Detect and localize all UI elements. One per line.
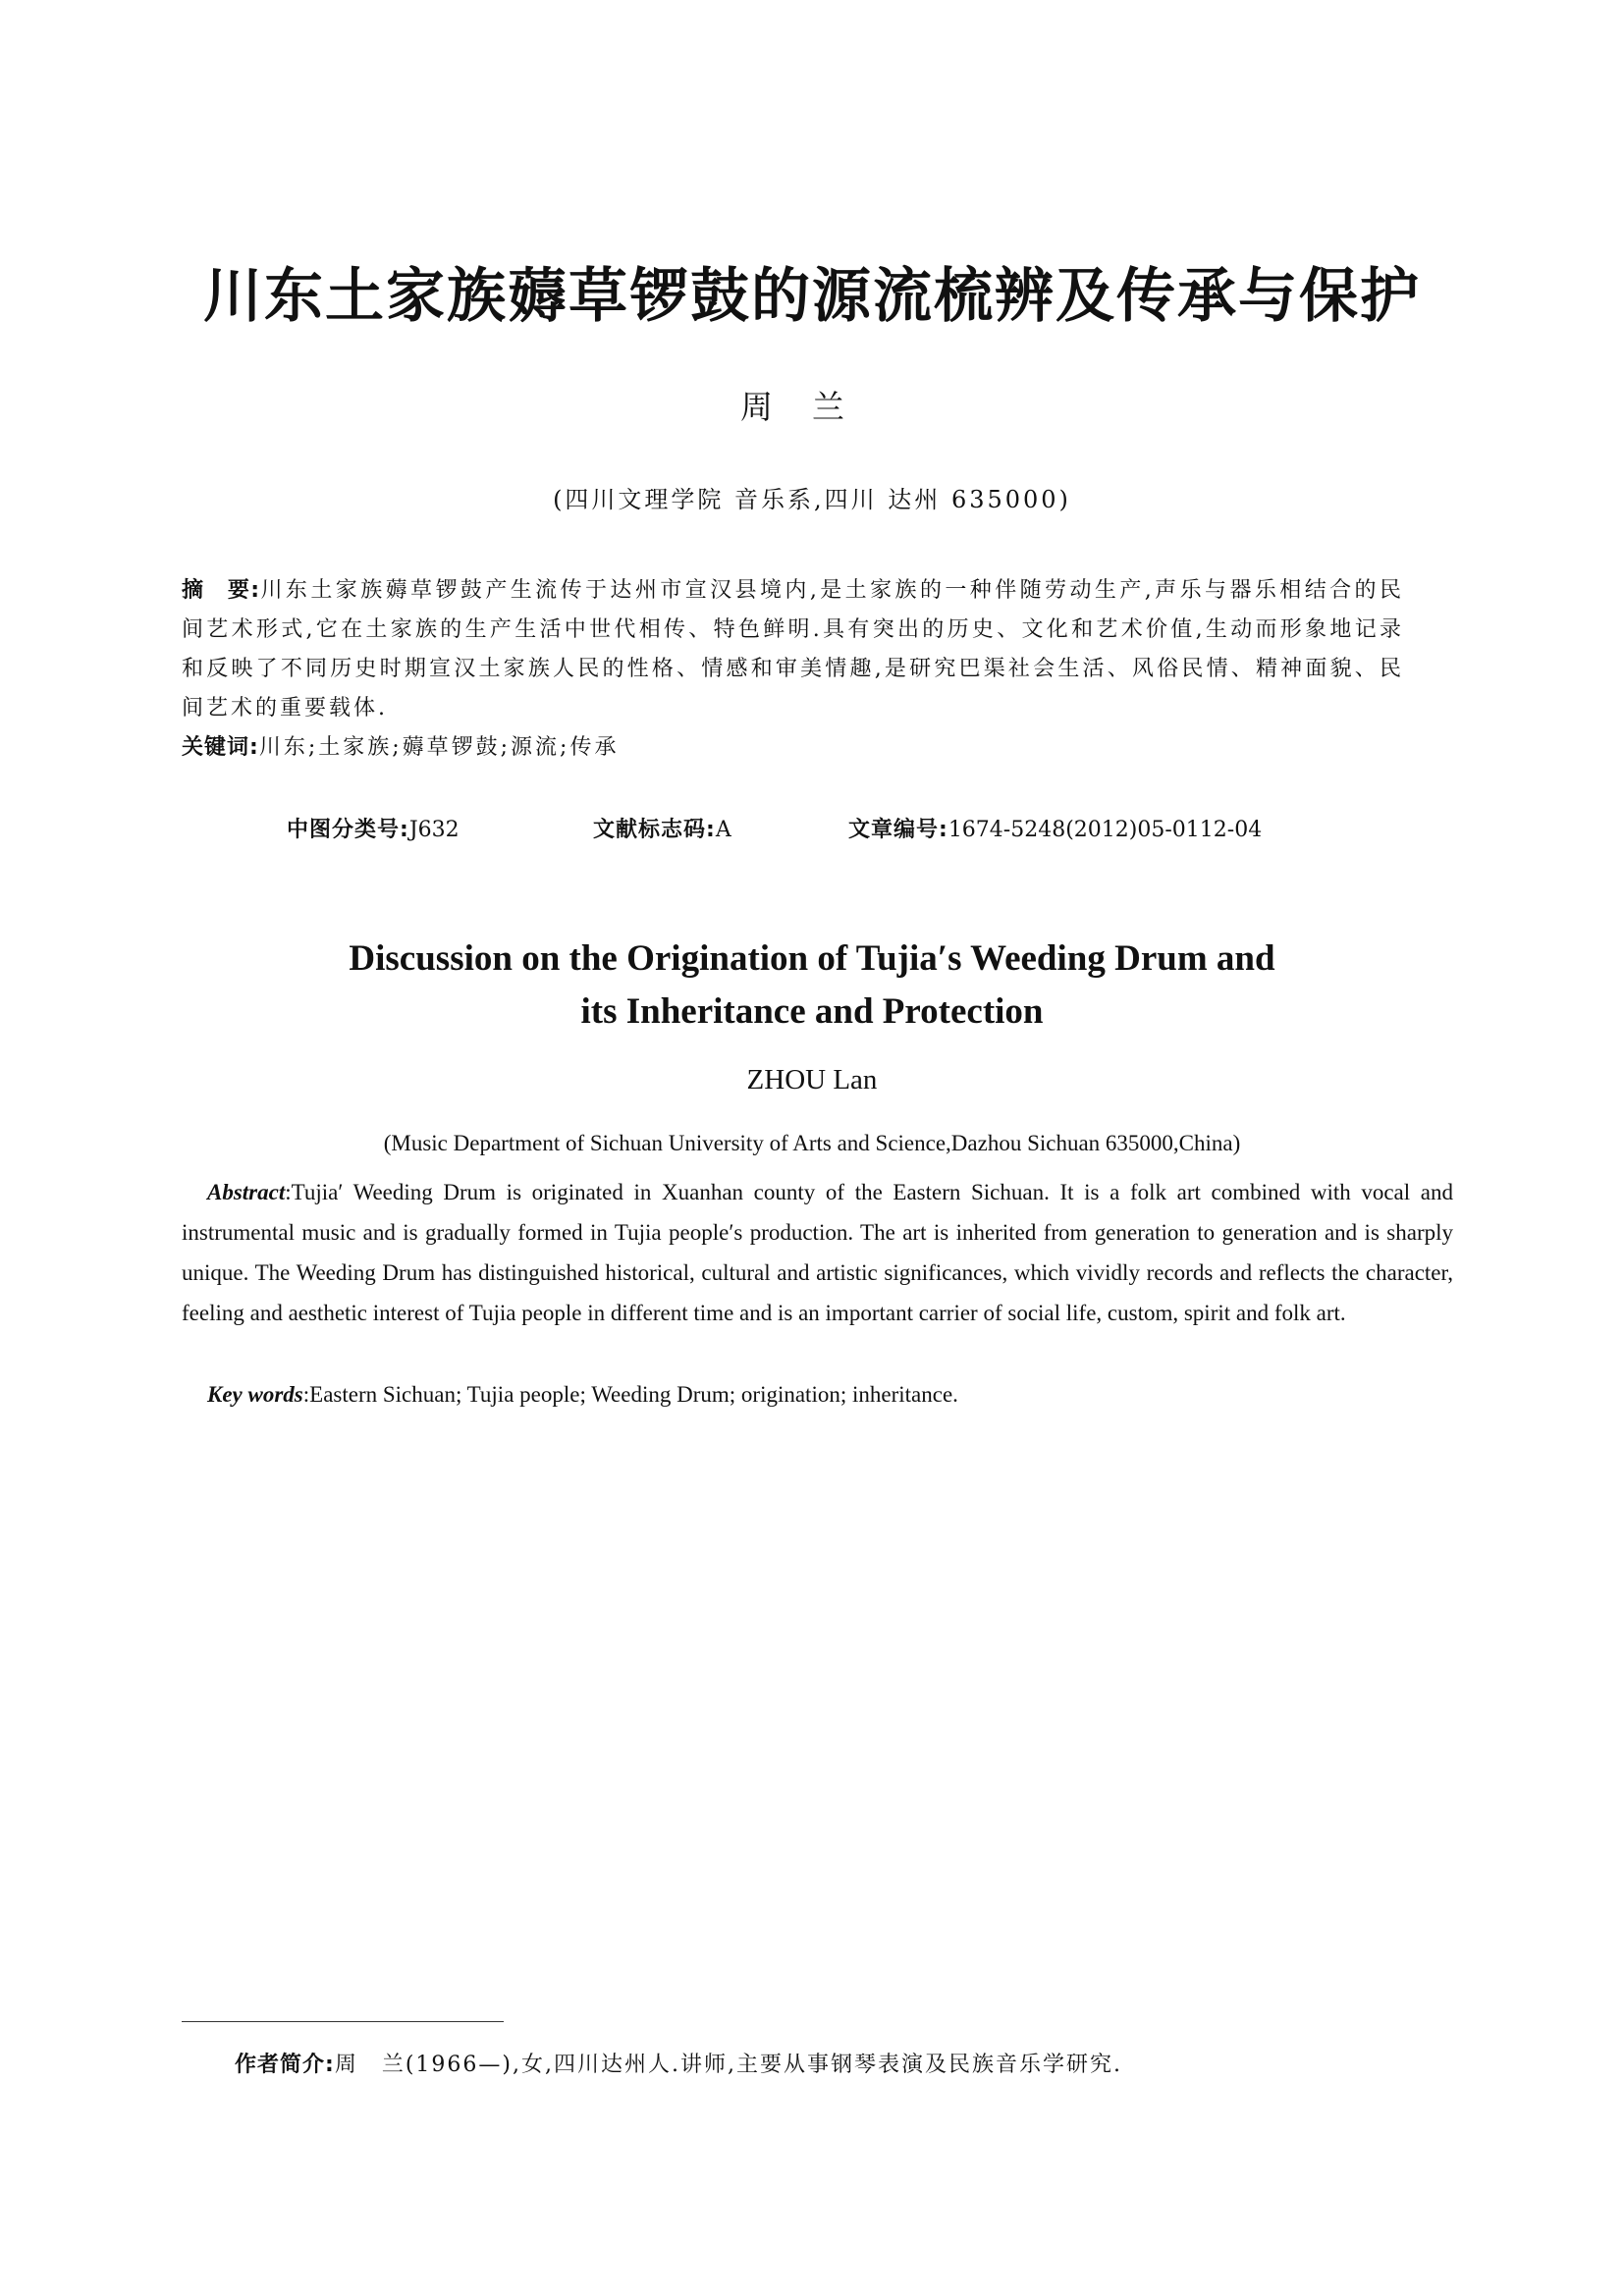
- english-author: ZHOU Lan: [746, 1064, 878, 1095]
- article-number: [848, 811, 1262, 850]
- chinese-keywords-label: 关键词:: [182, 735, 259, 760]
- chinese-abstract-label: 摘 要:: [182, 578, 261, 603]
- document-code-value: A: [715, 818, 731, 842]
- english-abstract: [182, 1172, 1453, 1333]
- footnote-text: 周 兰(1966—),女,四川达州人.讲师,主要从事钢琴表演及民族音乐学研究.: [334, 2053, 1122, 2077]
- document-code-label: 文献标志码:: [593, 818, 716, 842]
- chinese-keywords-text: 川东;土家族;薅草锣鼓;源流;传承: [258, 735, 620, 760]
- english-abstract-text: :Tujia′ Weeding Drum is originated in Xuanhan county of the Eastern Sichuan. It is a folk art combined with vocal and instrumental music and is gradually formed in Tujia people′s production. The art is inherited from generation to generation and is sharply unique. The Weeding Drum has distinguished historical, cultural and artistic significances, which vividly records and reflects the character, feeling and aesthetic interest of Tujia people in different time and is an important carrier of social life, custom, spirit and folk art.: [182, 1180, 1453, 1325]
- english-keywords-label: Key words: [207, 1382, 303, 1407]
- article-number-label: 文章编号:: [848, 818, 948, 842]
- english-keywords: [182, 1374, 1453, 1415]
- english-affiliation: (Music Department of Sichuan University of Arts and Science,Dazhou Sichuan 635000,China): [383, 1131, 1241, 1155]
- chinese-author: 周兰: [740, 388, 884, 426]
- english-title-line-2: its Inheritance and Protection: [580, 991, 1044, 1032]
- english-title-line-1: Discussion on the Origination of Tujia′s Weeding Drum and: [349, 938, 1275, 979]
- english-keywords-text: :Eastern Sichuan; Tujia people; Weeding Drum; origination; inheritance.: [302, 1382, 958, 1407]
- chinese-keywords: [182, 728, 1404, 768]
- chinese-abstract-text: 川东土家族薅草锣鼓产生流传于达州市宣汉县境内,是土家族的一种伴随劳动生产,声乐与器乐相结合的民间艺术形式,它在土家族的生产生活中世代相传、特色鲜明.具有突出的历史、文化和艺术价值,生动而形象地记录和反映了不同历史时期宣汉土家族人民的性格、情感和审美情趣,是研究巴渠社会生活、风俗民情、精神面貌、民间艺术的重要载体.: [182, 578, 1404, 721]
- chinese-title: 川东土家族薅草锣鼓的源流梳辨及传承与保护: [203, 262, 1421, 331]
- author-footnote: [235, 2046, 1413, 2085]
- clc-number: [287, 811, 460, 850]
- article-number-value: 1674-5248(2012)05-0112-04: [947, 818, 1263, 842]
- footnote-divider: [182, 2021, 504, 2022]
- english-abstract-label: Abstract: [207, 1180, 286, 1204]
- chinese-affiliation: (四川文理学院 音乐系,四川 达州 635000): [553, 486, 1071, 513]
- footnote-label: 作者简介:: [235, 2053, 335, 2077]
- clc-label: 中图分类号:: [287, 818, 409, 842]
- classification-row: [0, 811, 1624, 850]
- english-title: [0, 933, 1624, 1039]
- clc-value: J632: [408, 818, 460, 842]
- document-code: [593, 811, 731, 850]
- chinese-abstract: [182, 571, 1404, 728]
